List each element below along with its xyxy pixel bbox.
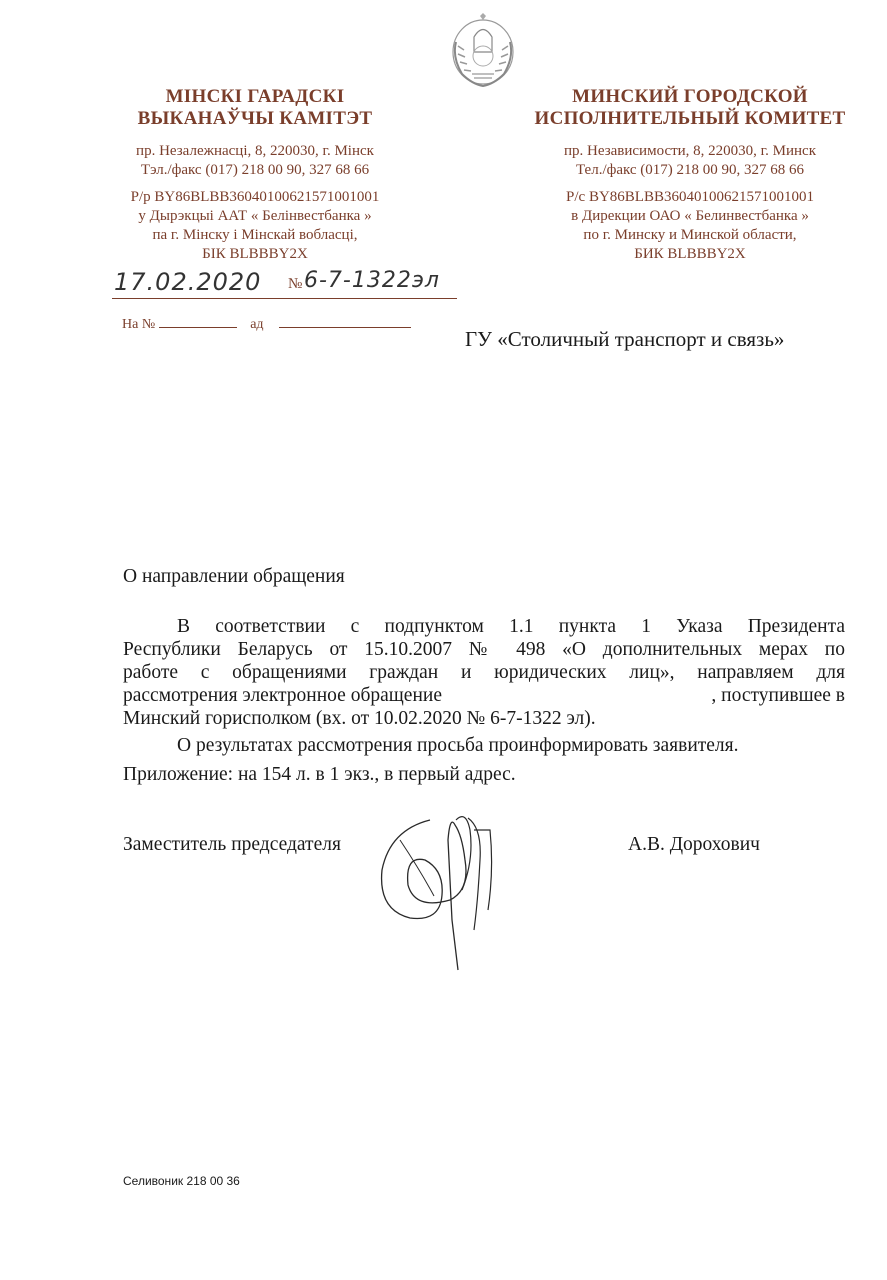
bik-ru: БИК BLBBBY2X (634, 246, 746, 262)
coat-of-arms-icon (444, 12, 522, 88)
addressee: ГУ «Столичный транспорт и связь» (465, 327, 785, 351)
body-line: Республики Беларусь от 15.10.2007 № 498 «О дополнительных мерах по (123, 639, 845, 660)
body-line: работе с обращениями граждан и юридических лиц», направляем для (123, 662, 845, 683)
bank-by-line2: па г. Мінску і Мінскай вобласці, (152, 227, 358, 243)
attachment: Приложение: на 154 л. в 1 экз., в первый адрес. (123, 764, 516, 785)
reference-line (122, 313, 411, 333)
bik-by: БІК BLBBBY2X (202, 246, 308, 262)
letter-body (123, 615, 845, 786)
subject: О направлении обращения (123, 566, 345, 587)
address-ru: пр. Независимости, 8, 220030, г. Минск (564, 143, 816, 159)
bank-ru-line1: в Дирекции ОАО « Белинвестбанка » (571, 208, 809, 224)
registration-number-prefix: № (288, 276, 303, 292)
registration-number: 6-7-1322эл (304, 268, 440, 293)
body-line: рассмотрения электронное обращение , поступившее в (123, 685, 845, 706)
org-title-ru-line1: МИНСКИЙ ГОРОДСКОЙ (572, 86, 808, 107)
account-ru: Р/с BY86BLBB36040100621571001001 (566, 189, 814, 205)
bank-by-line1: у Дырэкцыі ААТ « Белінвестбанка » (138, 208, 372, 224)
reference-from-label: ад (250, 317, 264, 332)
signer-name: А.В. Дорохович (628, 834, 760, 855)
executor-contact: Селивоник 218 00 36 (123, 1174, 240, 1188)
phone-by: Тэл./факс (017) 218 00 90, 327 68 66 (140, 162, 370, 178)
header-right (520, 86, 860, 264)
phone-ru: Тел./факс (017) 218 00 90, 327 68 66 (575, 162, 805, 178)
signer-position: Заместитель председателя (123, 834, 341, 855)
registration-line (112, 268, 457, 299)
org-title-by-line1: МІНСКІ ГАРАДСКІ (165, 86, 345, 107)
account-by: Р/р BY86BLBB36040100621571001001 (130, 189, 380, 205)
address-by: пр. Незалежнасці, 8, 220030, г. Мінск (136, 143, 374, 159)
body-paragraph-2: О результатах рассмотрения просьба проинформировать заявителя. (177, 735, 739, 756)
bank-ru-line2: по г. Минску и Минской области, (583, 227, 797, 243)
body-line: В соответствии с подпунктом 1.1 пункта 1 Указа Президента (177, 616, 845, 637)
reference-label: На № (122, 317, 156, 332)
header-left (110, 86, 400, 264)
body-line: Минский горисполком (вх. от 10.02.2020 № 6-7-1322 эл). (123, 708, 596, 729)
signature-scribble-icon (370, 800, 510, 975)
registration-date: 17.02.2020 (114, 268, 262, 296)
org-title-ru-line2: ИСПОЛНИТЕЛЬНЫЙ КОМИТЕТ (534, 108, 846, 129)
org-title-by-line2: ВЫКАНАЎЧЫ КАМІТЭТ (137, 108, 373, 129)
